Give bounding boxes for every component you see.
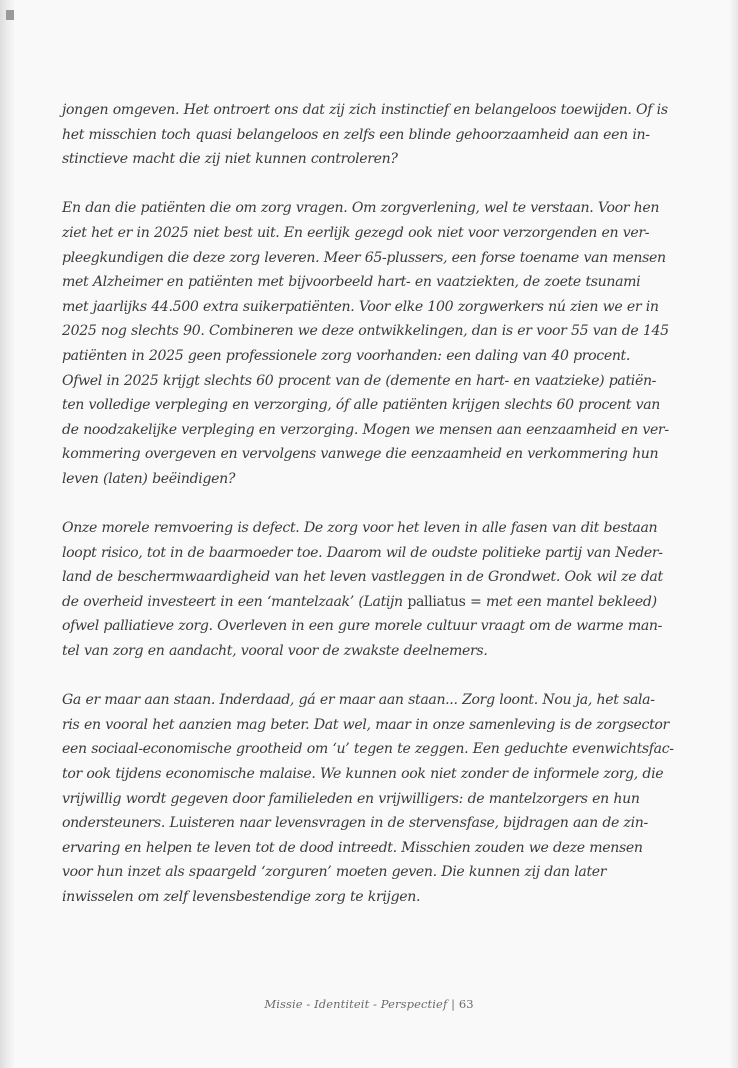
text-line: 2025 nog slechts 90. Combineren we deze ontwikkelingen, dan is er voor 55 van de 145 [62,323,669,340]
text-line: pleegkundigen die deze zorg leveren. Meer 65-plussers, een forse toename van mensen [62,249,666,266]
body-text [62,98,682,934]
binding-mark [6,10,14,20]
text-line: ziet het er in 2025 niet best uit. En eerlijk gezegd ook niet voor verzorgenden en ver- [62,224,650,241]
paragraph-1 [62,98,682,172]
text-line: ten volledige verpleging en verzorging, óf alle patiënten krijgen slechts 60 procent van [62,397,660,414]
text-segment: = met een mantel bekleed) [465,593,657,610]
text-line: met Alzheimer en patiënten met bijvoorbeeld hart- en vaatziekten, de zoete tsunami [62,274,641,291]
text-line: voor hun inzet als spaargeld ‘zorguren’ moeten geven. Die kunnen zij dan later [62,864,607,881]
text-line: Ga er maar aan staan. Inderdaad, gá er maar aan staan... Zorg loont. Nou ja, het sala- [62,692,655,709]
text-line: tel van zorg en aandacht, vooral voor de zwakste deelnemers. [62,643,488,660]
paragraph-2 [62,196,682,491]
paragraph-3 [62,516,682,664]
text-line: kommering overgeven en vervolgens vanwege die eenzaamheid en verkommering hun [62,446,659,463]
text-line: stinctieve macht die zij niet kunnen controleren? [62,151,398,168]
binding-shadow [0,0,14,1068]
text-line: leven (laten) beëindigen? [62,470,236,487]
text-line: een sociaal-economische grootheid om ‘u’ tegen te zeggen. Een geduchte evenwichtsfac- [62,741,674,758]
running-footer-title: Missie - Identiteit - Perspectief [264,997,448,1011]
latin-term: palliatus [407,593,466,610]
text-line: ervaring en helpen te leven tot de dood intreedt. Misschien zouden we deze mensen [62,839,643,856]
text-line: jongen omgeven. Het ontroert ons dat zij zich instinctief en belangeloos toewijden. Of is [62,102,668,118]
text-line: inwisselen om zelf levensbestendige zorg te krijgen. [62,889,421,905]
text-line: ofwel palliatieve zorg. Overleven in een gure morele cultuur vraagt om de warme man- [62,618,663,635]
text-segment: de overheid investeert in een ‘mantelzaak’ (Latijn [62,593,408,610]
paragraph-4 [62,688,682,909]
text-line: vrijwillig wordt gegeven door familieleden en vrijwilligers: de mantelzorgers en hun [62,790,640,807]
text-line-mixed [62,590,682,615]
text-line: land de beschermwaardigheid van het leven vastleggen in de Grondwet. Ook wil ze dat [62,569,663,586]
page-footer [0,997,738,1011]
text-line: Onze morele remvoering is defect. De zorg voor het leven in alle fasen van dit bestaan [62,520,658,537]
footer-separator: | [447,997,459,1011]
text-line: ondersteuners. Luisteren naar levensvragen in de stervensfase, bijdragen aan de zin- [62,815,648,832]
text-line: de noodzakelijke verpleging en verzorging. Mogen we mensen aan eenzaamheid en ver- [62,421,669,438]
text-line: met jaarlijks 44.500 extra suikerpatiënten. Voor elke 100 zorgwerkers nú zien we er in [62,298,659,315]
text-line: patiënten in 2025 geen professionele zorg voorhanden: een daling van 40 procent. [62,347,630,364]
text-line: ris en vooral het aanzien mag beter. Dat wel, maar in onze samenleving is de zorgsector [62,716,669,733]
text-line: het misschien toch quasi belangeloos en zelfs een blinde gehoorzaamheid aan een in- [62,126,650,143]
text-line: loopt risico, tot in de baarmoeder toe. Daarom wil de oudste politieke partij van Neder- [62,544,663,561]
text-line: Ofwel in 2025 krijgt slechts 60 procent van de (demente en hart- en vaatzieke) patiën- [62,372,657,389]
text-line: En dan die patiënten die om zorg vragen. Om zorgverlening, wel te verstaan. Voor hen [62,200,660,217]
text-line: tor ook tijdens economische malaise. We kunnen ook niet zonder de informele zorg, die [62,766,664,783]
page-edge-shadow [730,0,738,1068]
page-number: 63 [458,997,474,1011]
